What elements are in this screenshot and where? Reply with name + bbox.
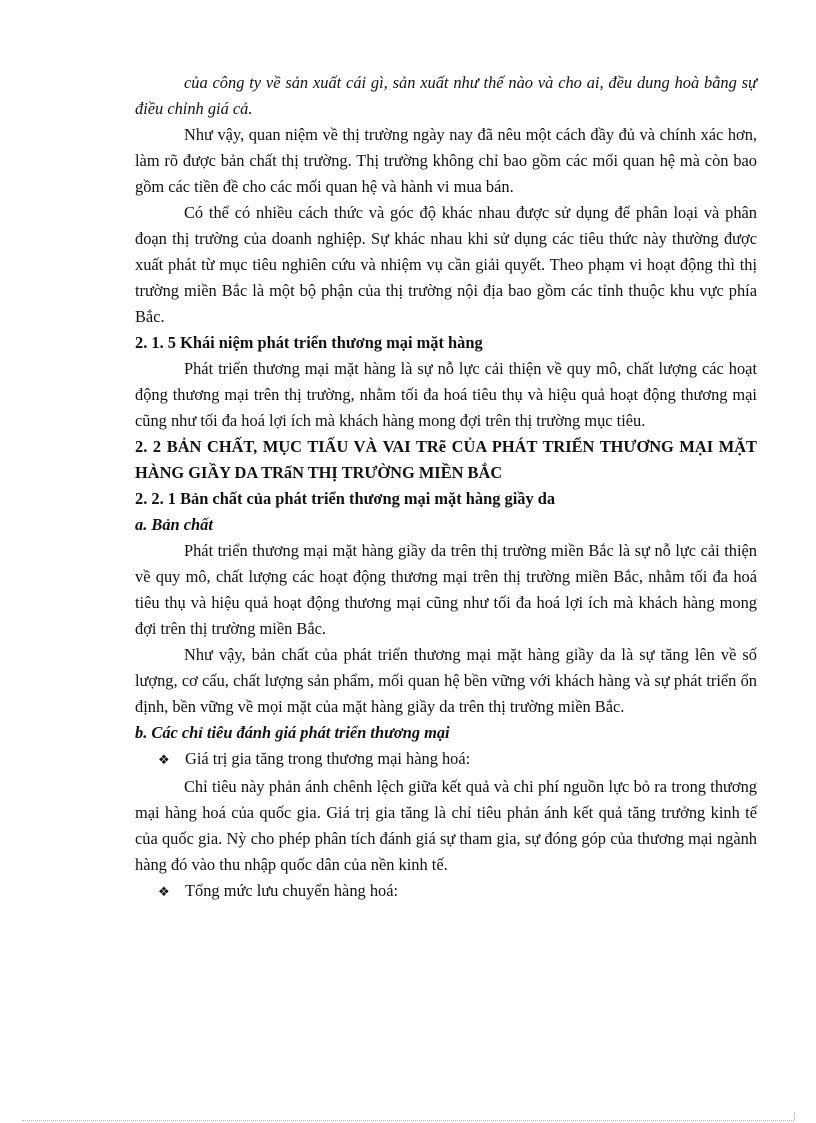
bullet-text: Giá trị gia tăng trong thương mại hàng hoá:: [185, 749, 471, 768]
diamond-bullet-icon: ❖: [158, 885, 170, 900]
page-bottom-divider: [22, 1120, 794, 1121]
bullet-item-value-added: [135, 746, 757, 774]
heading-2-2-1: 2. 2. 1 Bản chất của phát triển thương mại mặt hàng giầy da: [135, 489, 556, 508]
paragraph-nature-definition: Phát triển thương mại mặt hàng giầy da trên thị trường miền Bắc là sự nỗ lực cải thiện về quy mô, chất lượng các hoạt động thương mại trên thị trường miền Bắc, nhằm tối đa hoá tiêu thụ và hiệu quả hoạt động thương mại cũng như tối đa hoá lợi ích mà khách hàng mong đợi trên thị trường miền Bắc.: [135, 541, 757, 638]
heading-a-nature: a. Bản chất: [135, 515, 213, 534]
heading-2-2: 2. 2 BẢN CHẤT, MỤC TIẤU VÀ VAI TRẽ CỦA PHÁT TRIỂN THƯƠNG MẠI MẶT HÀNG GIẦY DA TRấN THỊ TRƯỜNG MIỀN BẮC: [135, 437, 757, 482]
paragraph-market-concept: Như vậy, quan niệm về thị trường ngày nay đã nêu một cách đầy đủ và chính xác hơn, làm rõ được bản chất thị trường. Thị trường không chỉ bao gồm các mối quan hệ mà còn bao gồm các tiền đề cho các mối quan hệ và hành vi mua bán.: [135, 125, 757, 196]
paragraph-text: của công ty về sản xuất cái gì, sản xuất như thế nào và cho ai, đều dung hoà bằng sự điều chỉnh giá cả.: [135, 73, 757, 118]
heading-2-1-5: 2. 1. 5 Khái niệm phát triển thương mại mặt hàng: [135, 333, 483, 352]
document-page: [135, 70, 757, 906]
diamond-bullet-icon: ❖: [158, 753, 170, 768]
bullet-text: Tổng mức lưu chuyển hàng hoá:: [185, 881, 399, 900]
page-corner-mark: [794, 1112, 796, 1120]
paragraph-nature-summary: Như vậy, bản chất của phát triển thương mại mặt hàng giầy da là sự tăng lên về số lượng, cơ cấu, chất lượng sản phẩm, mối quan hệ bền vững với khách hàng và sự phát triển ổn định, bền vững về mọi mặt của mặt hàng giầy da trên thị trường miền Bắc.: [135, 645, 757, 716]
paragraph-trade-development-concept: Phát triển thương mại mặt hàng là sự nỗ lực cải thiện về quy mô, chất lượng các hoạt động thương mại trên thị trường, nhằm tối đa hoá tiêu thụ và hiệu quả hoạt động thương mại cũng như tối đa hoá lợi ích mà khách hàng mong đợi trên thị trường mục tiêu.: [135, 359, 757, 430]
bullet-item-turnover: [135, 878, 757, 906]
paragraph-continuation: [135, 70, 757, 122]
paragraph-value-added: Chỉ tiêu này phản ánh chênh lệch giữa kết quả và chi phí nguồn lực bỏ ra trong thương mại hàng hoá của quốc gia. Giá trị gia tăng là chỉ tiêu phản ánh kết quả tăng trưởng kinh tế của quốc gia. Nỳ cho phép phân tích đánh giá sự tham gia, sự đóng góp của thương mại ngành hàng đó vào thu nhập quốc dân của nền kinh tế.: [135, 777, 757, 874]
heading-b-indicators: b. Các chỉ tiêu đánh giá phát triển thương mại: [135, 723, 450, 742]
paragraph-market-segmentation: Có thể có nhiều cách thức và góc độ khác nhau được sử dụng để phân loại và phân đoạn thị trường của doanh nghiệp. Sự khác nhau khi sử dụng các tiêu thức này thường được xuất phát từ mục tiêu nghiên cứu và nhiệm vụ cần giải quyết. Theo phạm vi hoạt động thì thị trường miền Bắc là một bộ phận của thị trường nội địa bao gồm các tỉnh thuộc khu vực phía Bắc.: [135, 203, 757, 326]
